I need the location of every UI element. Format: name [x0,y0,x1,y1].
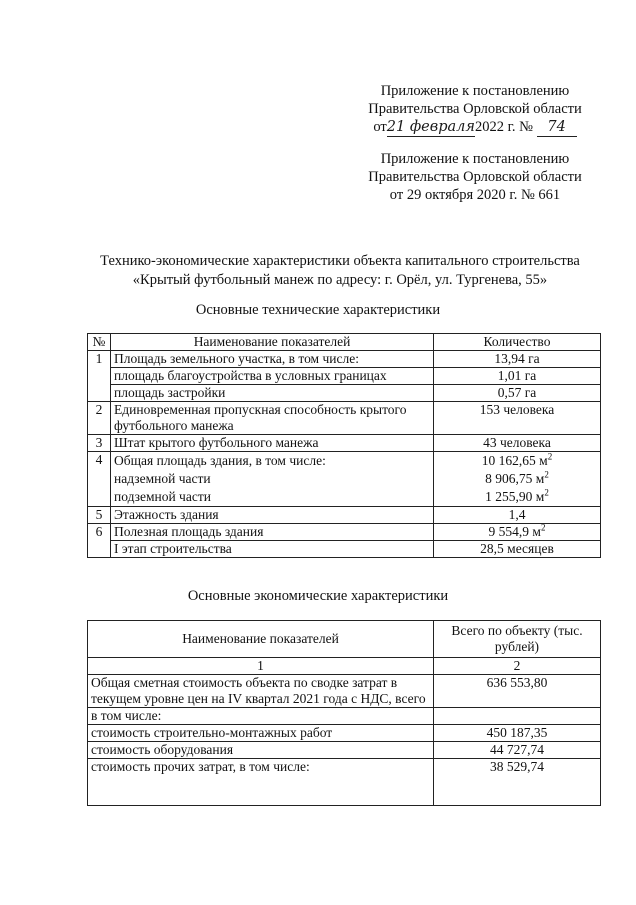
table-row: в том числе: [88,708,601,725]
title-line1: Технико-экономические характеристики объекта капитального строительства [100,253,580,269]
econ-header-value: Всего по объекту (тыс. рублей) [434,621,601,658]
table-row: 6 Полезная площадь здания 9 554,9 $м^2$ [88,524,601,541]
econ-header-name: Наименование показателей [88,621,434,658]
table-row: Общая сметная стоимость объекта по сводке затрат в текущем уровне цен на IV квартал 2021 года с НДС, всего 636 553,80 [88,675,601,708]
table-row: стоимость прочих затрат, в том числе: 38 529,74 [88,759,601,806]
econ-section-title: Основные экономические характеристики [187,588,449,604]
header-old-line2: Правительства Орловской области [368,169,582,185]
table-row: 4 Общая площадь здания, в том числе: надземной части подземной части 10 162,65 $м^2$ 8 906,75 $м^2$ 1 255,90 $м^2$ [88,452,601,507]
table-row: площадь застройки 0,57 га [88,385,601,402]
header-new-line3: от21 февраля2022 г. № 74 [330,118,620,137]
handwritten-date: 21 февраля [386,119,475,135]
table-row: I этап строительства 28,5 месяцев [88,541,601,558]
tech-section-title: Основные технические характеристики [195,302,441,318]
header-new-line2: Правительства Орловской области [368,101,582,117]
table-row: площадь благоустройства в условных границах 1,01 га [88,368,601,385]
tech-table [87,333,601,558]
document-title [60,252,620,290]
econ-table-header [88,621,601,658]
header-old-line3: от 29 октября 2020 г. № 661 [389,187,561,203]
table-row: стоимость оборудования 44 727,74 [88,742,601,759]
econ-col-numbers: 1 2 [88,658,601,675]
header-new-line1: Приложение к постановлению [380,83,570,99]
table-row: 1 Площадь земельного участка, в том числе: 13,94 га [88,351,601,368]
table-row: 5 Этажность здания 1,4 [88,507,601,524]
table-row: 3 Штат крытого футбольного манежа 43 человека [88,435,601,452]
appendix-header-old [330,150,620,204]
tech-header-name: Наименование показателей [111,334,434,351]
title-line2: «Крытый футбольный манеж по адресу: г. Орёл, ул. Тургенева, 55» [132,272,548,288]
tech-table-header [88,334,601,351]
tech-header-qty: Количество [434,334,601,351]
econ-table [87,620,601,806]
tech-header-num: № [88,334,111,351]
table-row: стоимость строительно-монтажных работ 450 187,35 [88,725,601,742]
appendix-header-new [330,82,620,137]
header-old-line1: Приложение к постановлению [380,151,570,167]
handwritten-number: 74 [537,118,577,137]
table-row: 2 Единовременная пропускная способность крытого футбольного манежа 153 человека [88,402,601,435]
